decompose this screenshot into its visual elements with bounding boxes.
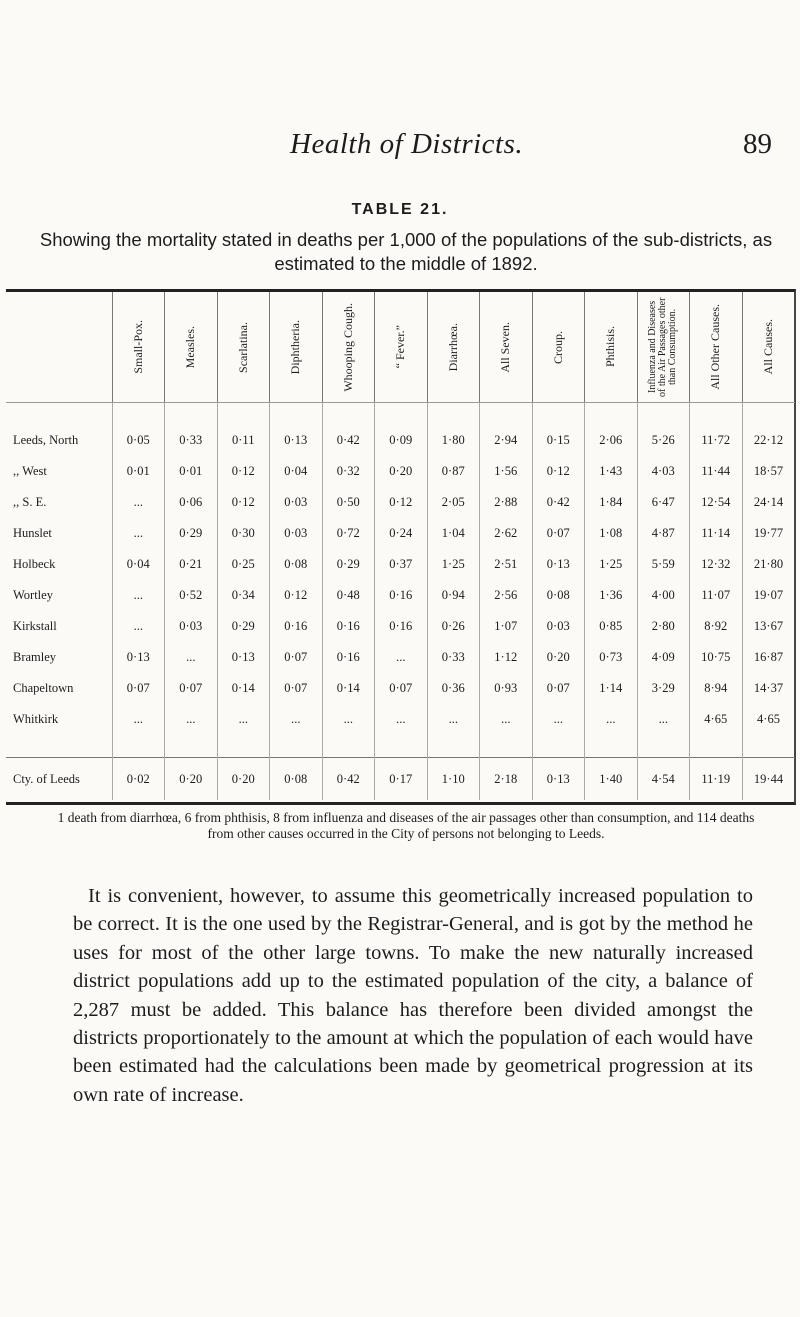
rate-cell: 1·12: [480, 642, 533, 673]
table-row: [6, 642, 795, 673]
rate-cell: 13·67: [742, 611, 795, 642]
rate-cell: ...: [165, 642, 218, 673]
rate-cell: 0·04: [112, 549, 165, 580]
rate-cell: 0·26: [427, 611, 480, 642]
table-row: [6, 456, 795, 487]
rate-cell: 24·14: [742, 487, 795, 518]
rate-cell: 1·84: [585, 487, 638, 518]
district-name: Wortley: [13, 588, 53, 602]
rate-cell: ...: [637, 704, 690, 735]
rate-cell: 0·42: [322, 425, 375, 456]
table-body: [6, 403, 795, 801]
rate-cell: 0·29: [322, 549, 375, 580]
column-header: Measles.: [165, 292, 218, 403]
rate-cell: 6·47: [637, 487, 690, 518]
rate-cell: 0·12: [217, 487, 270, 518]
running-title: Health of Districts.: [290, 128, 524, 160]
rate-cell: 0·08: [270, 758, 323, 801]
rate-cell: 2·51: [480, 549, 533, 580]
district-name: Cty. of Leeds: [6, 758, 112, 801]
column-header: Scarlatina.: [217, 292, 270, 403]
district-name: Whitkirk: [13, 712, 59, 726]
table-title: TABLE 21.: [351, 201, 449, 218]
table-row: [6, 673, 795, 704]
rate-cell: 0·36: [427, 673, 480, 704]
rate-cell: 1·07: [480, 611, 533, 642]
column-header: All Other Causes.: [690, 292, 743, 403]
district-name: Bramley: [13, 650, 57, 664]
rate-cell: 0·11: [217, 425, 270, 456]
rate-cell: 0·13: [217, 642, 270, 673]
district-name: ,, S. E.: [13, 495, 47, 509]
table-header-row: [6, 292, 795, 403]
rate-cell: 2·05: [427, 487, 480, 518]
column-header: All Causes.: [742, 292, 795, 403]
rate-cell: 4·54: [637, 758, 690, 801]
table-row: [6, 518, 795, 549]
rate-cell: ...: [322, 704, 375, 735]
rate-cell: 0·06: [165, 487, 218, 518]
district-name: ,, West: [13, 464, 47, 478]
rate-cell: 0·25: [217, 549, 270, 580]
district-name: Leeds, North: [13, 433, 79, 447]
rate-cell: 2·18: [480, 758, 533, 801]
rate-cell: 11·07: [690, 580, 743, 611]
rate-cell: 12·54: [690, 487, 743, 518]
rate-cell: 2·94: [480, 425, 533, 456]
column-header-district: [6, 292, 112, 403]
rate-cell: 1·43: [585, 456, 638, 487]
rate-cell: 0·20: [532, 642, 585, 673]
rate-cell: ...: [270, 704, 323, 735]
district-name: Chapeltown: [13, 681, 74, 695]
rate-cell: 0·85: [585, 611, 638, 642]
rate-cell: ...: [427, 704, 480, 735]
rate-cell: 19·07: [742, 580, 795, 611]
rate-cell: 0·33: [427, 642, 480, 673]
rate-cell: 0·29: [217, 611, 270, 642]
rate-cell: 4·00: [637, 580, 690, 611]
rate-cell: 8·94: [690, 673, 743, 704]
district-name: Kirkstall: [13, 619, 57, 633]
rate-cell: 5·26: [637, 425, 690, 456]
rate-cell: 1·08: [585, 518, 638, 549]
rate-cell: ...: [585, 704, 638, 735]
rate-cell: 0·03: [270, 518, 323, 549]
rate-cell: 0·37: [375, 549, 428, 580]
rate-cell: 0·50: [322, 487, 375, 518]
rate-cell: 0·73: [585, 642, 638, 673]
column-header: Diarrhœa.: [427, 292, 480, 403]
rate-cell: 0·20: [165, 758, 218, 801]
rate-cell: ...: [112, 518, 165, 549]
rate-cell: 0·07: [532, 518, 585, 549]
rate-cell: 0·12: [217, 456, 270, 487]
rate-cell: 0·13: [112, 642, 165, 673]
rate-cell: 4·09: [637, 642, 690, 673]
rate-cell: ...: [217, 704, 270, 735]
rate-cell: 18·57: [742, 456, 795, 487]
rate-cell: 0·30: [217, 518, 270, 549]
rate-cell: 0·29: [165, 518, 218, 549]
rate-cell: 5·59: [637, 549, 690, 580]
rate-cell: 22·12: [742, 425, 795, 456]
rate-cell: 2·88: [480, 487, 533, 518]
district-name: Holbeck: [13, 557, 56, 571]
rate-cell: 0·24: [375, 518, 428, 549]
rate-cell: ...: [480, 704, 533, 735]
rate-cell: 0·07: [270, 673, 323, 704]
rate-cell: 1·36: [585, 580, 638, 611]
rate-cell: ...: [375, 642, 428, 673]
rate-cell: 0·03: [165, 611, 218, 642]
column-header: Diphtheria.: [270, 292, 323, 403]
table-row: [6, 549, 795, 580]
rate-cell: 16·87: [742, 642, 795, 673]
column-header: Croup.: [532, 292, 585, 403]
rate-cell: 2·62: [480, 518, 533, 549]
rate-cell: 11·19: [690, 758, 743, 801]
rate-cell: 0·21: [165, 549, 218, 580]
rate-cell: 4·65: [742, 704, 795, 735]
rate-cell: 0·14: [217, 673, 270, 704]
district-name: Hunslet: [13, 526, 52, 540]
rate-cell: 0·52: [165, 580, 218, 611]
rate-cell: 1·14: [585, 673, 638, 704]
column-header: Whooping Cough.: [322, 292, 375, 403]
rate-cell: 0·12: [532, 456, 585, 487]
rate-cell: 0·34: [217, 580, 270, 611]
rate-cell: 0·13: [532, 758, 585, 801]
column-header: All Seven.: [480, 292, 533, 403]
rate-cell: 2·56: [480, 580, 533, 611]
rate-cell: ...: [165, 704, 218, 735]
table-total-row: [6, 758, 795, 801]
rate-cell: 0·09: [375, 425, 428, 456]
rate-cell: 0·07: [375, 673, 428, 704]
rate-cell: 0·16: [270, 611, 323, 642]
rate-cell: 0·14: [322, 673, 375, 704]
table-spacer-row: [6, 403, 795, 426]
rate-cell: 4·87: [637, 518, 690, 549]
rate-cell: 4·65: [690, 704, 743, 735]
rate-cell: 0·07: [112, 673, 165, 704]
rate-cell: 4·03: [637, 456, 690, 487]
rate-cell: 21·80: [742, 549, 795, 580]
rate-cell: ...: [112, 611, 165, 642]
mortality-table: [6, 289, 796, 805]
rate-cell: 0·72: [322, 518, 375, 549]
rate-cell: 0·05: [112, 425, 165, 456]
rate-cell: 1·25: [585, 549, 638, 580]
rate-cell: 1·40: [585, 758, 638, 801]
rate-cell: 2·80: [637, 611, 690, 642]
rate-cell: 0·01: [165, 456, 218, 487]
rate-cell: 0·16: [322, 642, 375, 673]
rate-cell: ...: [532, 704, 585, 735]
column-header: Small-Pox.: [112, 292, 165, 403]
rate-cell: 0·16: [322, 611, 375, 642]
rate-cell: 0·07: [270, 642, 323, 673]
rate-cell: 0·12: [270, 580, 323, 611]
rate-cell: 11·44: [690, 456, 743, 487]
rate-cell: ...: [112, 487, 165, 518]
rate-cell: 0·42: [532, 487, 585, 518]
table-spacer-row: [6, 735, 795, 758]
rate-cell: 1·56: [480, 456, 533, 487]
table-row: [6, 704, 795, 735]
rate-cell: 0·32: [322, 456, 375, 487]
column-header: Phthisis.: [585, 292, 638, 403]
rate-cell: 0·94: [427, 580, 480, 611]
rate-cell: 19·44: [742, 758, 795, 801]
rate-cell: 0·07: [532, 673, 585, 704]
column-header: “ Fever.”: [375, 292, 428, 403]
rate-cell: 0·12: [375, 487, 428, 518]
rate-cell: 0·13: [270, 425, 323, 456]
rate-cell: 0·48: [322, 580, 375, 611]
rate-cell: 0·15: [532, 425, 585, 456]
table-row: [6, 580, 795, 611]
rate-cell: 3·29: [637, 673, 690, 704]
rate-cell: 12·32: [690, 549, 743, 580]
rate-cell: 0·20: [375, 456, 428, 487]
rate-cell: 11·14: [690, 518, 743, 549]
rate-cell: 0·03: [270, 487, 323, 518]
page-number: 89: [743, 128, 772, 160]
rate-cell: 0·16: [375, 580, 428, 611]
rate-cell: 0·04: [270, 456, 323, 487]
rate-cell: 1·80: [427, 425, 480, 456]
rate-cell: 0·42: [322, 758, 375, 801]
rate-cell: 0·03: [532, 611, 585, 642]
rate-cell: ...: [112, 580, 165, 611]
body-paragraph: It is convenient, however, to assume this geometrically increased population to be correct. It is the one used by the Registrar-General, and is got by the method he uses for most of the other large towns. To make the new naturally increased district populations add up to the estimated population of the city, a balance of 2,287 must be added. This balance has therefore been divided amongst the districts proportionately to the amount at which the population of each would have been estimated had the calculations been made by geometrical progression at its own rate of increase.: [73, 885, 753, 1106]
rate-cell: 0·08: [270, 549, 323, 580]
rate-cell: 0·93: [480, 673, 533, 704]
column-header: Influenza and Diseases of the Air Passages other than Consumption.: [637, 292, 690, 403]
rate-cell: 0·33: [165, 425, 218, 456]
rate-cell: 1·04: [427, 518, 480, 549]
rate-cell: 0·17: [375, 758, 428, 801]
rate-cell: 0·07: [165, 673, 218, 704]
rate-cell: 0·13: [532, 549, 585, 580]
rate-cell: 19·77: [742, 518, 795, 549]
rate-cell: 0·20: [217, 758, 270, 801]
table-row: [6, 425, 795, 456]
table-footnote: 1 death from diarrhœa, 6 from phthisis, 8 from influenza and diseases of the air passages other than consumption, and 114 deaths from other causes occurred in the City of persons not belonging to Leeds.: [57, 810, 755, 841]
rate-cell: 1·10: [427, 758, 480, 801]
rate-cell: 0·16: [375, 611, 428, 642]
rate-cell: ...: [112, 704, 165, 735]
table-row: [6, 487, 795, 518]
rate-cell: 0·01: [112, 456, 165, 487]
rate-cell: 11·72: [690, 425, 743, 456]
rate-cell: ...: [375, 704, 428, 735]
rate-cell: 0·87: [427, 456, 480, 487]
rate-cell: 2·06: [585, 425, 638, 456]
table-caption: Showing the mortality stated in deaths per 1,000 of the populations of the sub-districts, as estimated to the middle of 1892.: [39, 229, 773, 274]
rate-cell: 1·25: [427, 549, 480, 580]
rate-cell: 0·08: [532, 580, 585, 611]
rate-cell: 8·92: [690, 611, 743, 642]
table-row: [6, 611, 795, 642]
rate-cell: 14·37: [742, 673, 795, 704]
rate-cell: 10·75: [690, 642, 743, 673]
rate-cell: 0·02: [112, 758, 165, 801]
